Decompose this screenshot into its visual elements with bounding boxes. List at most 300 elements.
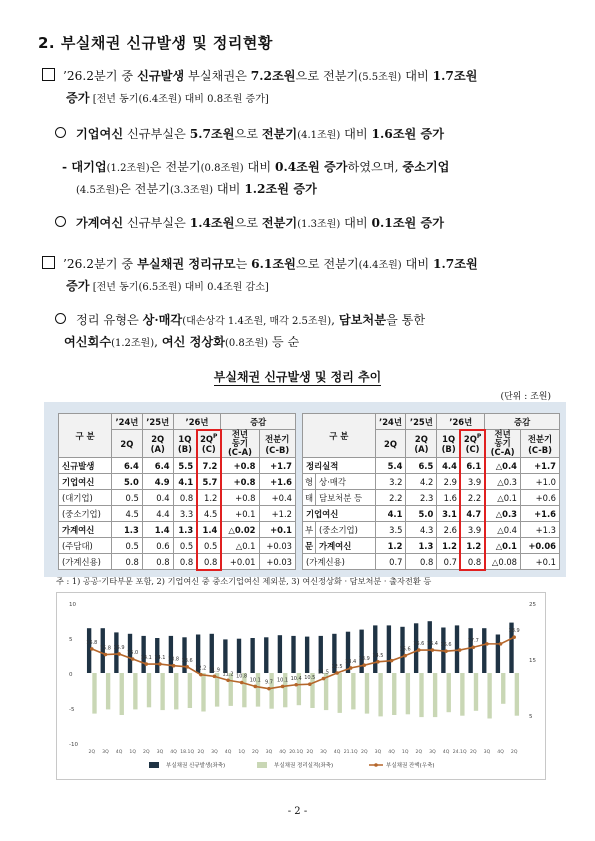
- resolution-table: [302, 413, 560, 570]
- data-label: 11.9: [208, 667, 221, 674]
- x-tick-label: 1Q: [401, 750, 409, 755]
- data-label: 14.5: [372, 652, 384, 659]
- text: (0.8조원): [200, 163, 244, 174]
- bar: [419, 673, 423, 717]
- table-row: [303, 538, 560, 554]
- table-cell: 0.6: [142, 538, 173, 554]
- circle-bullet-icon: [55, 127, 66, 138]
- text: 부실채권 정리규모: [137, 257, 236, 271]
- section-heading: 2. 부실채권 신규발생 및 정리현황: [38, 34, 273, 52]
- data-label: 13.6: [181, 657, 193, 664]
- bar: [373, 625, 377, 673]
- table-header-row: [303, 414, 560, 430]
- row-label: 기업여신: [303, 506, 376, 522]
- data-label: 10.4: [290, 675, 302, 682]
- text: (B): [177, 443, 192, 454]
- x-tick-label: 2Q: [143, 750, 150, 755]
- bar: [120, 673, 124, 715]
- table-cell: 1.3: [406, 538, 437, 554]
- line-point: [499, 642, 503, 646]
- text: (0.8조원): [224, 338, 269, 349]
- paragraph-line: [42, 66, 562, 88]
- row-label: 신규발생: [59, 458, 112, 474]
- table-cell: +1.2: [259, 506, 295, 522]
- bar: [387, 625, 391, 673]
- table-cell: 1.4: [197, 522, 221, 538]
- text: 전년: [494, 429, 511, 439]
- table-cell: 3.5: [375, 522, 406, 538]
- line-point: [376, 660, 380, 664]
- text: 상·매각: [142, 313, 183, 327]
- paragraph-new-npl: [42, 66, 562, 110]
- header-cell: 증감: [485, 414, 560, 430]
- bar: [406, 673, 410, 714]
- table-cell: 1.6: [437, 490, 461, 506]
- row-label: (중소기업): [316, 522, 376, 538]
- text: (A): [150, 443, 165, 454]
- paragraph-line: [55, 310, 565, 332]
- x-tick-label: 4Q: [224, 750, 232, 755]
- x-tick-label: 4Q: [170, 750, 177, 755]
- line-point: [104, 653, 108, 657]
- row-group: 태: [303, 490, 316, 506]
- chart-container: [56, 592, 546, 780]
- text: 동기: [494, 438, 511, 448]
- x-tick-label: 4Q: [333, 750, 341, 755]
- text: (A): [414, 443, 429, 454]
- text: 대비: [401, 257, 433, 271]
- circle-bullet-icon: [55, 216, 66, 227]
- bar: [201, 673, 205, 712]
- header-cell: ’26년: [437, 414, 485, 430]
- table-cell: 5.4: [375, 458, 406, 474]
- table-cell: 3.9: [460, 474, 484, 490]
- table-cell: 0.8: [173, 490, 197, 506]
- table-cell: +1.6: [259, 474, 295, 490]
- bar: [460, 673, 464, 716]
- table-cell: 2.9: [437, 474, 461, 490]
- line-point: [199, 673, 203, 677]
- bar: [414, 623, 418, 673]
- text: 으로 전분기: [295, 257, 359, 271]
- x-tick-label: 3Q: [483, 750, 491, 755]
- text: 대기업: [71, 160, 107, 174]
- bar: [392, 673, 396, 715]
- line-point: [512, 635, 516, 639]
- table-cell: +1.7: [259, 458, 295, 474]
- row-label: (중소기업): [59, 506, 112, 522]
- data-label: 14.1: [154, 655, 166, 662]
- table-cell: 5.0: [406, 506, 437, 522]
- header-cell: 증감: [221, 414, 296, 430]
- page-number: - 2 -: [287, 806, 308, 817]
- line-point: [226, 678, 230, 682]
- table-cell: +1.6: [521, 506, 560, 522]
- circle-bullet-icon: [55, 313, 66, 324]
- header-cell: [221, 430, 259, 458]
- paragraph-household: [55, 213, 565, 235]
- square-bullet-icon: [42, 256, 55, 269]
- x-tick-label: 4Q: [388, 750, 395, 755]
- table-cell: 2.6: [437, 522, 461, 538]
- text: (3.3조원): [170, 185, 214, 196]
- paragraph-line: [62, 157, 562, 179]
- row-label: 상·매각: [316, 474, 376, 490]
- bar: [92, 673, 96, 714]
- table-row: [303, 490, 560, 506]
- text: P: [213, 433, 218, 441]
- bar: [365, 673, 369, 714]
- line-point: [294, 683, 298, 687]
- table-cell: 0.8: [460, 554, 484, 570]
- table-cell: △0.1: [485, 538, 521, 554]
- table-cell: 7.2: [197, 458, 221, 474]
- x-tick-label: 2Q: [415, 750, 423, 755]
- data-label: 11.2: [222, 671, 234, 678]
- line-point: [240, 681, 244, 685]
- table-cell: △0.1: [485, 490, 521, 506]
- square-bullet-icon: [42, 68, 55, 81]
- header-cell: [142, 430, 173, 458]
- table-row: [303, 458, 560, 474]
- text: 을 통한: [385, 313, 426, 327]
- text: 2Q: [463, 433, 477, 444]
- table-cell: +0.03: [259, 554, 295, 570]
- unit-label: (단위 : 조원): [500, 392, 551, 402]
- text: (4.4조원): [358, 260, 402, 271]
- x-tick-label: 4Q: [497, 750, 504, 755]
- table-cell: +0.8: [221, 474, 259, 490]
- text: 대비: [340, 216, 372, 230]
- bar: [264, 637, 268, 673]
- y-tick-label: 10: [69, 602, 76, 608]
- bar: [250, 638, 254, 673]
- table-title: [0, 368, 595, 385]
- paragraph-large-firms: [62, 157, 562, 201]
- x-tick-label: 1Q: [129, 750, 136, 755]
- header-cell: ’25년: [142, 414, 173, 430]
- header-cell: 2Q: [112, 430, 143, 458]
- x-tick-label: 3Q: [429, 750, 436, 755]
- bar: [229, 673, 233, 706]
- text: 으로: [234, 216, 262, 230]
- text: 1Q: [178, 433, 192, 444]
- line-point: [90, 647, 94, 651]
- x-tick-label: 2Q: [88, 750, 96, 755]
- data-label: 16.6: [440, 642, 452, 649]
- text: (4.1조원): [297, 130, 341, 141]
- x-tick-label: 3Q: [211, 750, 218, 755]
- text: 동기: [231, 438, 249, 448]
- table-cell: +0.06: [521, 538, 560, 554]
- x-tick-label: 4Q: [442, 750, 450, 755]
- new-npl-table: [58, 413, 296, 570]
- text: (C-B): [265, 444, 290, 455]
- table-cell: +0.6: [521, 490, 560, 506]
- x-tick-label: 4Q: [115, 750, 123, 755]
- bar: [433, 673, 437, 717]
- bar: [87, 628, 91, 673]
- x-tick-label: 21.1Q: [343, 750, 358, 755]
- line-point: [308, 682, 312, 686]
- text: 증가: [66, 279, 90, 293]
- x-tick-label: 24.1Q: [452, 750, 467, 755]
- table-cell: 1.2: [375, 538, 406, 554]
- line-point: [254, 685, 258, 689]
- table-cell: 3.9: [460, 522, 484, 538]
- paragraph-line: [62, 179, 562, 201]
- row-label: 가계여신: [59, 522, 112, 538]
- text: [전년 동기(6.5조원) 대비 0.4조원 감소]: [89, 282, 269, 293]
- paragraph-line: [42, 88, 562, 110]
- legend-label: 부실채권 잔액(우축): [386, 763, 435, 769]
- row-label: 기업여신: [59, 474, 112, 490]
- line-point: [444, 649, 448, 653]
- bar: [496, 635, 500, 674]
- table-cell: 4.4: [142, 506, 173, 522]
- bar: [447, 673, 451, 712]
- text: 은 전분기: [149, 160, 201, 174]
- line-point: [417, 648, 421, 652]
- text: 0.4조원 증가: [274, 160, 348, 174]
- bar: [378, 673, 382, 716]
- text: 등 순: [268, 335, 300, 349]
- table-cell: 0.5: [112, 538, 143, 554]
- table-cell: 4.1: [173, 474, 197, 490]
- text: (B): [441, 443, 456, 454]
- table-row: [303, 474, 560, 490]
- text: 기업여신: [76, 127, 124, 141]
- text: 1.6조원 증가: [371, 127, 445, 141]
- legend-swatch: [149, 762, 159, 768]
- line-point: [145, 662, 149, 666]
- row-group: 문: [303, 538, 316, 554]
- row-label: 정리실적: [303, 458, 376, 474]
- paragraph-line: [42, 276, 562, 298]
- data-label: 13.9: [358, 656, 370, 663]
- header-cell: [197, 430, 221, 458]
- text: (4.5조원): [76, 185, 120, 196]
- text: 가계여신: [76, 216, 124, 230]
- text: ’26.2분기 중: [63, 69, 138, 83]
- data-label: 12.5: [331, 664, 343, 670]
- table-cell: 1.2: [437, 538, 461, 554]
- data-label: 14.1: [140, 655, 152, 662]
- bar: [160, 673, 164, 710]
- table-cell: 1.3: [173, 522, 197, 538]
- text: 전분기: [265, 433, 290, 444]
- bar: [237, 639, 241, 673]
- text: 여신회수: [64, 335, 112, 349]
- table-cell: +0.1: [259, 522, 295, 538]
- x-tick-label: 3Q: [320, 750, 327, 755]
- text: 부실채권은: [184, 69, 251, 83]
- header-cell: ’24년: [112, 414, 143, 430]
- data-label: 16.8: [86, 639, 98, 646]
- text: ’26.2분기 중: [63, 257, 138, 271]
- table-cell: +0.8: [221, 458, 259, 474]
- legend-label: 부실채권 정리실적(좌축): [274, 763, 334, 769]
- table-cell: 5.0: [112, 474, 143, 490]
- table-cell: 4.5: [197, 506, 221, 522]
- text: 6.1조원: [251, 257, 296, 271]
- data-label: 16.4: [426, 641, 439, 648]
- data-label: 17.7: [467, 638, 479, 645]
- table-cell: △0.02: [221, 522, 259, 538]
- text: 으로: [234, 127, 262, 141]
- row-label: 담보처분 등: [316, 490, 376, 506]
- text: (C-B): [528, 444, 552, 455]
- table-cell: +0.4: [259, 490, 295, 506]
- text: 중소기업: [402, 160, 450, 174]
- text: (C): [465, 443, 480, 454]
- table-cell: 2.2: [375, 490, 406, 506]
- table-cell: 3.3: [173, 506, 197, 522]
- text: 2Q: [414, 433, 428, 444]
- header-cell: [173, 430, 197, 458]
- bar: [428, 621, 432, 673]
- line-point: [363, 663, 367, 667]
- text: (1.2조원): [106, 163, 150, 174]
- text: 으로 전분기: [295, 69, 359, 83]
- bar: [188, 673, 192, 708]
- table-cell: 6.4: [142, 458, 173, 474]
- table-cell: +0.1: [521, 554, 560, 570]
- text: 담보처분: [338, 313, 386, 327]
- y-tick-label: 5: [69, 637, 73, 643]
- data-label: 10.5: [304, 675, 316, 682]
- bar: [133, 673, 137, 709]
- bar: [174, 673, 178, 709]
- table-cell: 0.7: [437, 554, 461, 570]
- legend-swatch: [374, 763, 378, 767]
- table-cell: △0.4: [485, 522, 521, 538]
- table-cell: △0.4: [485, 458, 521, 474]
- header-cell: [259, 430, 295, 458]
- table-cell: △0.3: [485, 506, 521, 522]
- line-point: [117, 652, 121, 656]
- table-row: [303, 506, 560, 522]
- line-point: [485, 642, 489, 646]
- x-tick-label: 2Q: [510, 750, 518, 755]
- table-cell: +1.3: [521, 522, 560, 538]
- table-cell: 3.1: [437, 506, 461, 522]
- bar: [319, 636, 323, 673]
- text: 전분기: [261, 127, 298, 141]
- header-cell: [437, 430, 461, 458]
- table-cell: 4.1: [375, 506, 406, 522]
- table-cell: +1.7: [521, 458, 560, 474]
- text: 전분기: [527, 433, 553, 444]
- table-cell: +0.8: [221, 490, 259, 506]
- table-cell: 5.5: [173, 458, 197, 474]
- text: 대비: [213, 182, 245, 196]
- table-cell: 2.3: [406, 490, 437, 506]
- bar: [474, 673, 478, 711]
- bar: [351, 673, 355, 709]
- x-tick-label: 18.1Q: [180, 750, 195, 755]
- text: 1.7조원: [433, 257, 478, 271]
- table-cell: 4.7: [460, 506, 484, 522]
- y-tick-label: 0: [69, 672, 73, 678]
- chart-svg: [57, 593, 545, 779]
- row-label: (가계신용): [303, 554, 376, 570]
- x-tick-label: 2Q: [197, 750, 205, 755]
- bar: [487, 673, 491, 719]
- text: (1.2조원): [111, 338, 155, 349]
- text: 은 전분기: [119, 182, 170, 196]
- text: 2Q: [200, 433, 214, 444]
- data-label: 15.9: [113, 644, 125, 651]
- paragraph-line: [55, 332, 565, 354]
- table-header-row: [59, 414, 296, 430]
- table-row: [59, 490, 296, 506]
- table-cell: 6.1: [460, 458, 484, 474]
- data-label: 11.5: [317, 669, 330, 676]
- table-cell: 0.8: [112, 554, 143, 570]
- table-cell: +1.0: [521, 474, 560, 490]
- text: (5.5조원): [358, 72, 402, 83]
- table-cell: 3.2: [375, 474, 406, 490]
- line-point: [335, 671, 339, 675]
- data-label: 13.8: [167, 656, 180, 663]
- table-cell: 0.8: [173, 554, 197, 570]
- data-label: 10.1: [249, 677, 261, 684]
- data-label: 16.6: [413, 641, 425, 648]
- line-point: [458, 648, 462, 652]
- table-row: [59, 522, 296, 538]
- line-point: [158, 662, 162, 666]
- text: 대비: [340, 127, 372, 141]
- text: 증가: [66, 91, 90, 105]
- text: 하였으며,: [347, 160, 403, 174]
- data-label: 10.8: [236, 673, 248, 680]
- data-label: 18.9: [508, 628, 520, 635]
- row-label: (대기업): [59, 490, 112, 506]
- table-cell: 4.9: [142, 474, 173, 490]
- text: 0.1조원 증가: [371, 216, 445, 230]
- text: (C-A): [227, 447, 252, 457]
- bar: [278, 635, 282, 673]
- line-point: [267, 687, 271, 691]
- table-cell: 0.5: [173, 538, 197, 554]
- bar: [515, 673, 519, 716]
- y-tick-label: 25: [529, 602, 536, 608]
- header-label: 구 분: [303, 414, 376, 458]
- paragraph-resolution: [42, 254, 562, 298]
- text: [전년 동기(6.4조원) 대비 0.8조원 증가]: [89, 94, 269, 105]
- text: 여신 정상화: [161, 335, 225, 349]
- table-row: [59, 538, 296, 554]
- line-point: [403, 654, 407, 658]
- text: ,: [331, 313, 339, 327]
- text: 1.4조원: [189, 216, 235, 230]
- table-cell: 1.3: [112, 522, 143, 538]
- table-cell: 5.7: [197, 474, 221, 490]
- paragraph-line: [42, 254, 562, 276]
- bar: [305, 637, 309, 673]
- y-tick-label: 15: [529, 658, 536, 664]
- table-cell: 0.8: [142, 554, 173, 570]
- data-label: 9.7: [264, 679, 273, 686]
- text: 는: [235, 257, 252, 271]
- y-tick-label: 5: [529, 714, 533, 720]
- table-cell: 0.4: [142, 490, 173, 506]
- row-label: (주담대): [59, 538, 112, 554]
- text: 신규부실은: [123, 127, 190, 141]
- bar: [169, 636, 173, 673]
- text: 5.7조원: [189, 127, 235, 141]
